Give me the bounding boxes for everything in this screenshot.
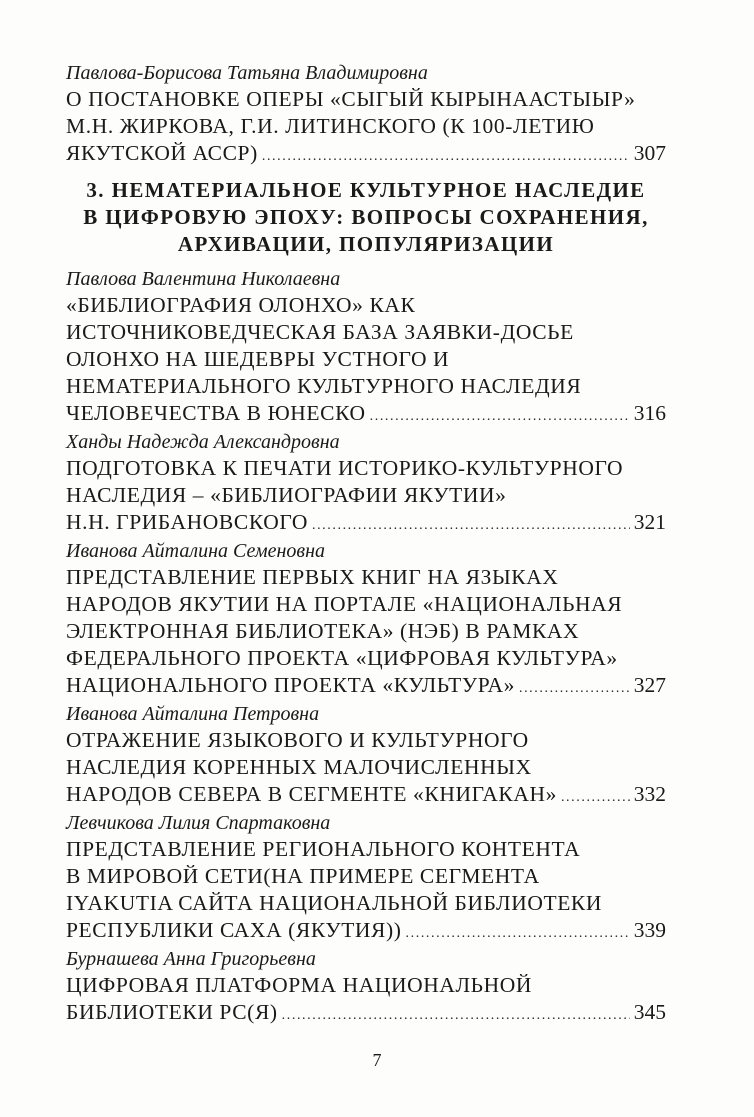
entry-page-number: 307 bbox=[633, 141, 666, 165]
entry-page-number: 316 bbox=[633, 401, 666, 425]
entry-title-line: НАРОДОВ ЯКУТИИ НА ПОРТАЛЕ «НАЦИОНАЛЬНАЯ bbox=[66, 592, 623, 616]
entry-title-line: М.Н. ЖИРКОВА, Г.И. ЛИТИНСКОГО (К 100-ЛЕТИЮ bbox=[66, 114, 595, 138]
table-of-contents bbox=[66, 60, 666, 1028]
dot-leader bbox=[561, 784, 630, 811]
entry-title-line: ОТРАЖЕНИЕ ЯЗЫКОВОГО И КУЛЬТУРНОГО bbox=[66, 728, 529, 752]
dot-leader bbox=[519, 675, 630, 702]
entry-author: Иванова Айталина Семеновна bbox=[66, 540, 326, 562]
entry-title-line: НАЦИОНАЛЬНОГО ПРОЕКТА «КУЛЬТУРА» bbox=[66, 673, 515, 697]
entry-title-line: ЦИФРОВАЯ ПЛАТФОРМА НАЦИОНАЛЬНОЙ bbox=[66, 973, 532, 997]
section-heading-line: 3. НЕМАТЕРИАЛЬНОЕ КУЛЬТУРНОЕ НАСЛЕДИЕ bbox=[86, 178, 646, 202]
entry-title-line: О ПОСТАНОВКЕ ОПЕРЫ «СЫГЫЙ КЫРЫНААСТЫЫР» bbox=[66, 87, 636, 111]
entry-page-number: 339 bbox=[633, 918, 666, 942]
toc-entry bbox=[66, 429, 666, 536]
entry-title-line: НЕМАТЕРИАЛЬНОГО КУЛЬТУРНОГО НАСЛЕДИЯ bbox=[66, 374, 582, 398]
entry-title-line: НАРОДОВ СЕВЕРА В СЕГМЕНТЕ «КНИГАКАН» bbox=[66, 782, 557, 806]
entry-title-line: Н.Н. ГРИБАНОВСКОГО bbox=[66, 510, 308, 534]
entry-title-line: НАСЛЕДИЯ КОРЕННЫХ МАЛОЧИСЛЕННЫХ bbox=[66, 755, 532, 779]
entry-last-line bbox=[66, 917, 666, 944]
entry-title-line: ОЛОНХО НА ШЕДЕВРЫ УСТНОГО И bbox=[66, 347, 450, 371]
entry-title-line: ЯКУТСКОЙ АССР) bbox=[66, 141, 258, 165]
entry-page-number: 332 bbox=[633, 782, 666, 806]
entry-page-number: 345 bbox=[633, 1000, 666, 1024]
section-heading-line: В ЦИФРОВУЮ ЭПОХУ: ВОПРОСЫ СОХРАНЕНИЯ, bbox=[83, 205, 649, 229]
entry-last-line bbox=[66, 400, 666, 427]
entry-author: Павлова-Борисова Татьяна Владимировна bbox=[66, 62, 428, 84]
page-number: 7 bbox=[372, 1050, 382, 1070]
entry-author: Иванова Айталина Петровна bbox=[66, 703, 320, 725]
dot-leader bbox=[406, 920, 630, 947]
section-heading bbox=[66, 177, 666, 258]
entry-last-line bbox=[66, 672, 666, 699]
dot-leader bbox=[262, 143, 630, 170]
section-heading-line: АРХИВАЦИИ, ПОПУЛЯРИЗАЦИИ bbox=[177, 232, 555, 256]
entry-author: Павлова Валентина Николаевна bbox=[66, 268, 341, 290]
dot-leader bbox=[312, 512, 630, 539]
entry-last-line bbox=[66, 509, 666, 536]
toc-entry bbox=[66, 810, 666, 944]
entry-title-line: РЕСПУБЛИКИ САХА (ЯКУТИЯ)) bbox=[66, 918, 402, 942]
entry-author: Ханды Надежда Александровна bbox=[66, 431, 340, 453]
entry-title-line: ПОДГОТОВКА К ПЕЧАТИ ИСТОРИКО-КУЛЬТУРНОГО bbox=[66, 456, 624, 480]
entry-last-line bbox=[66, 781, 666, 808]
entry-title-line: ЧЕЛОВЕЧЕСТВА В ЮНЕСКО bbox=[66, 401, 366, 425]
entry-title-line: ПРЕДСТАВЛЕНИЕ ПЕРВЫХ КНИГ НА ЯЗЫКАХ bbox=[66, 565, 559, 589]
dot-leader bbox=[370, 403, 630, 430]
entry-title-line: БИБЛИОТЕКИ РС(Я) bbox=[66, 1000, 278, 1024]
entry-title-line: НАСЛЕДИЯ – «БИБЛИОГРАФИИ ЯКУТИИ» bbox=[66, 483, 507, 507]
entry-page-number: 327 bbox=[633, 673, 666, 697]
entry-title-line: ФЕДЕРАЛЬНОГО ПРОЕКТА «ЦИФРОВАЯ КУЛЬТУРА» bbox=[66, 646, 618, 670]
entry-title-line: ПРЕДСТАВЛЕНИЕ РЕГИОНАЛЬНОГО КОНТЕНТА bbox=[66, 837, 581, 861]
entry-last-line bbox=[66, 999, 666, 1026]
entry-title-line: В МИРОВОЙ СЕТИ(НА ПРИМЕРЕ СЕГМЕНТА bbox=[66, 864, 540, 888]
toc-entry bbox=[66, 701, 666, 808]
entry-title-line: IYAKUTIA САЙТА НАЦИОНАЛЬНОЙ БИБЛИОТЕКИ bbox=[66, 891, 602, 915]
entry-author: Левчикова Лилия Спартаковна bbox=[66, 812, 331, 834]
dot-leader bbox=[282, 1002, 630, 1029]
entry-title-line: ИСТОЧНИКОВЕДЧЕСКАЯ БАЗА ЗАЯВКИ-ДОСЬЕ bbox=[66, 320, 574, 344]
toc-entry bbox=[66, 538, 666, 699]
entry-page-number: 321 bbox=[633, 510, 666, 534]
entry-title-line: «БИБЛИОГРАФИЯ ОЛОНХО» КАК bbox=[66, 293, 416, 317]
entry-last-line bbox=[66, 140, 666, 167]
entry-author: Бурнашева Анна Григорьевна bbox=[66, 948, 316, 970]
entry-title-line: ЭЛЕКТРОННАЯ БИБЛИОТЕКА» (НЭБ) В РАМКАХ bbox=[66, 619, 580, 643]
toc-entry bbox=[66, 60, 666, 167]
toc-entry bbox=[66, 946, 666, 1026]
toc-entry bbox=[66, 266, 666, 427]
